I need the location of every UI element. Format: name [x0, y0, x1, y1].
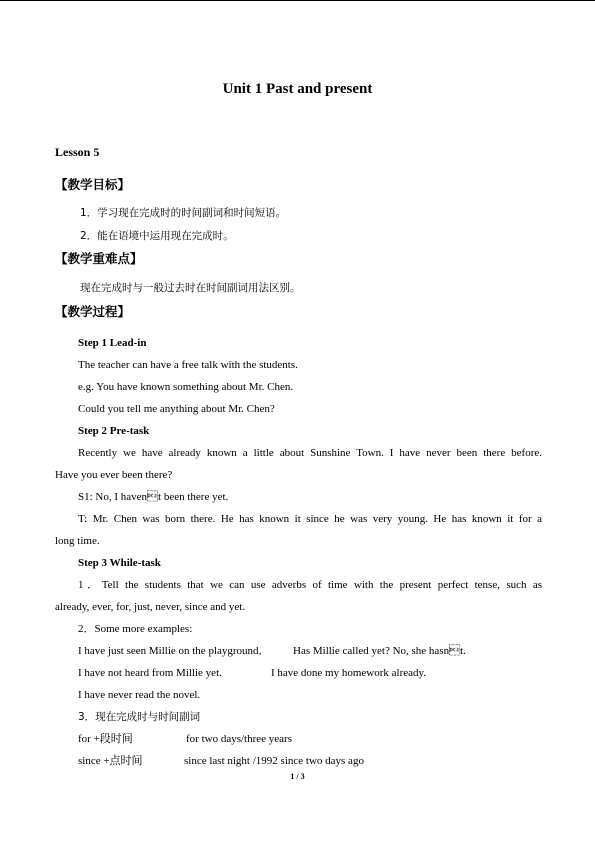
- step2-title: Step 2 Pre-task: [78, 425, 150, 437]
- step2-teacher-line2: long time.: [55, 535, 100, 547]
- step1-line: Could you tell me anything about Mr. Chen?: [78, 403, 275, 415]
- example-sentence: I have not heard from Millie yet.: [78, 667, 222, 679]
- since-rule-label: since +点时间: [78, 755, 143, 767]
- since-rule-example: since last night /1992 since two days ago: [184, 755, 364, 767]
- lesson-heading: Lesson 5: [55, 145, 100, 159]
- for-rule-label: for +段时间: [78, 733, 133, 745]
- step3-item1-line2: already, ever, for, just, never, since and yet.: [55, 601, 246, 613]
- key-points-heading: 【教学重难点】: [55, 251, 143, 266]
- objective-item: 1．学习现在完成时的时间副词和时间短语。: [80, 207, 287, 219]
- step2-paragraph-line1: Recently we have already known a little about Sunshine Town. I have never been there before.: [78, 447, 542, 459]
- step3-item1-line1: 1．Tell the students that we can use adverbs of time with the present perfect tense, such as: [78, 579, 542, 591]
- step1-line: e.g. You have known something about Mr. Chen.: [78, 381, 294, 393]
- page-number: 1 / 3: [290, 772, 305, 781]
- top-border-line: [0, 0, 595, 1]
- objectives-heading: 【教学目标】: [55, 177, 131, 192]
- key-points-text: 现在完成时与一般过去时在时间副词用法区别。: [80, 282, 301, 294]
- step3-item3: 3．现在完成时与时间副词: [78, 711, 201, 723]
- page-title: Unit 1 Past and present: [222, 81, 373, 97]
- step2-teacher-line1: T: Mr. Chen was born there. He has known it since he was very young. He has known it for a: [78, 513, 542, 525]
- step2-paragraph-line2: Have you ever been there?: [55, 469, 173, 481]
- step2-student-reply: S1: No, I havent been there yet.: [78, 491, 229, 503]
- step1-title: Step 1 Lead-in: [78, 337, 147, 349]
- objective-item: 2．能在语境中运用现在完成时。: [80, 230, 234, 242]
- example-sentence: I have just seen Millie on the playground．: [78, 645, 270, 657]
- step3-title: Step 3 While-task: [78, 557, 161, 569]
- example-sentence: Has Millie called yet? No, she hasnt.: [293, 645, 466, 657]
- step3-item2: 2．Some more examples:: [78, 623, 193, 635]
- example-sentence: I have done my homework already.: [271, 667, 427, 679]
- process-heading: 【教学过程】: [55, 304, 131, 319]
- step1-line: The teacher can have a free talk with the students.: [78, 359, 298, 371]
- for-rule-example: for two days/three years: [186, 733, 292, 745]
- example-sentence: I have never read the novel.  : [78, 689, 212, 701]
